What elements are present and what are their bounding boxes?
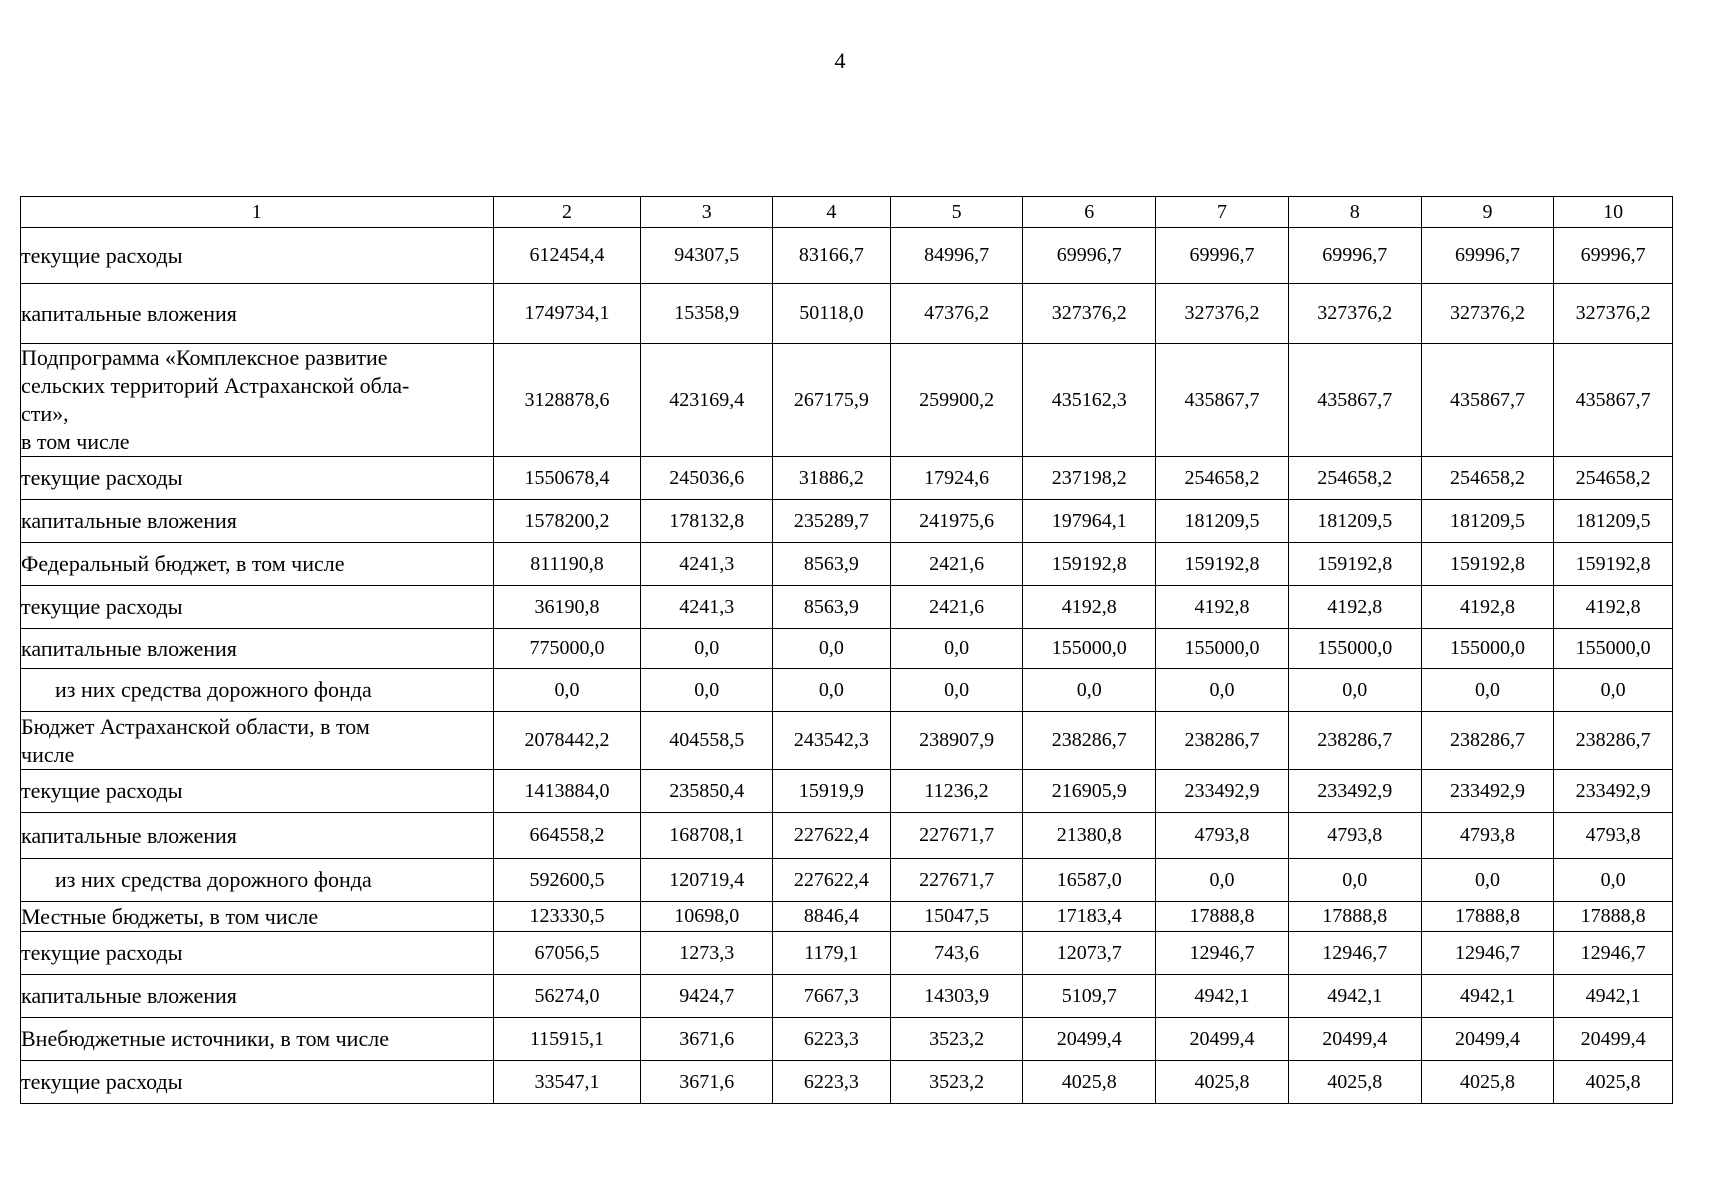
value-cell: 15047,5 [890,902,1023,932]
table-row [21,500,1673,543]
value-cell: 4025,8 [1023,1061,1156,1104]
table-row [21,543,1673,586]
value-cell: 238907,9 [890,712,1023,770]
value-cell: 0,0 [493,669,641,712]
value-cell: 241975,6 [890,500,1023,543]
value-cell: 1179,1 [773,932,891,975]
value-cell: 0,0 [641,629,773,669]
value-cell: 6223,3 [773,1061,891,1104]
value-cell: 7667,3 [773,975,891,1018]
value-cell: 233492,9 [1156,770,1289,813]
value-cell: 423169,4 [641,344,773,457]
value-cell: 227671,7 [890,859,1023,902]
value-cell: 8846,4 [773,902,891,932]
value-cell: 2421,6 [890,586,1023,629]
value-cell: 612454,4 [493,228,641,284]
column-header: 9 [1421,197,1554,228]
value-cell: 227671,7 [890,813,1023,859]
value-cell: 0,0 [1023,669,1156,712]
value-cell: 15919,9 [773,770,891,813]
value-cell: 6223,3 [773,1018,891,1061]
value-cell: 4192,8 [1288,586,1421,629]
value-cell: 4793,8 [1156,813,1289,859]
value-cell: 20499,4 [1156,1018,1289,1061]
value-cell: 94307,5 [641,228,773,284]
value-cell: 4942,1 [1421,975,1554,1018]
value-cell: 83166,7 [773,228,891,284]
value-cell: 238286,7 [1554,712,1673,770]
value-cell: 4241,3 [641,586,773,629]
value-cell: 159192,8 [1156,543,1289,586]
value-cell: 233492,9 [1421,770,1554,813]
value-cell: 1749734,1 [493,284,641,344]
value-cell: 4942,1 [1156,975,1289,1018]
table-row [21,457,1673,500]
value-cell: 0,0 [773,629,891,669]
value-cell: 3523,2 [890,1018,1023,1061]
value-cell: 197964,1 [1023,500,1156,543]
column-header: 1 [21,197,494,228]
row-label-line: в том числе [21,429,130,454]
value-cell: 181209,5 [1421,500,1554,543]
value-cell: 12946,7 [1156,932,1289,975]
value-cell: 4793,8 [1554,813,1673,859]
value-cell: 4192,8 [1554,586,1673,629]
value-cell: 235289,7 [773,500,891,543]
row-label-line: сельских территорий Астраханской обла- [21,373,410,398]
value-cell: 14303,9 [890,975,1023,1018]
value-cell: 435162,3 [1023,344,1156,457]
value-cell: 9424,7 [641,975,773,1018]
row-label: капитальные вложения [21,284,494,344]
row-label: Федеральный бюджет, в том числе [21,543,494,586]
row-label: из них средства дорожного фонда [21,669,494,712]
row-label: Внебюджетные источники, в том числе [21,1018,494,1061]
value-cell: 69996,7 [1421,228,1554,284]
value-cell: 0,0 [641,669,773,712]
value-cell: 233492,9 [1288,770,1421,813]
value-cell: 181209,5 [1288,500,1421,543]
value-cell: 159192,8 [1023,543,1156,586]
value-cell: 67056,5 [493,932,641,975]
value-cell: 4241,3 [641,543,773,586]
row-label: из них средства дорожного фонда [21,859,494,902]
value-cell: 10698,0 [641,902,773,932]
value-cell: 69996,7 [1554,228,1673,284]
value-cell: 238286,7 [1023,712,1156,770]
table-row [21,629,1673,669]
value-cell: 245036,6 [641,457,773,500]
value-cell: 775000,0 [493,629,641,669]
row-label: капитальные вложения [21,813,494,859]
row-label: капитальные вложения [21,975,494,1018]
value-cell: 4942,1 [1288,975,1421,1018]
value-cell: 50118,0 [773,284,891,344]
value-cell: 1413884,0 [493,770,641,813]
value-cell: 227622,4 [773,859,891,902]
value-cell: 0,0 [1156,669,1289,712]
value-cell: 69996,7 [1156,228,1289,284]
column-header: 10 [1554,197,1673,228]
value-cell: 233492,9 [1554,770,1673,813]
row-label: текущие расходы [21,932,494,975]
table-row [21,228,1673,284]
value-cell: 155000,0 [1023,629,1156,669]
value-cell: 159192,8 [1288,543,1421,586]
row-label: капитальные вложения [21,629,494,669]
value-cell: 254658,2 [1156,457,1289,500]
row-label [21,344,494,457]
value-cell: 12073,7 [1023,932,1156,975]
value-cell: 1273,3 [641,932,773,975]
value-cell: 216905,9 [1023,770,1156,813]
row-label: текущие расходы [21,457,494,500]
row-label: капитальные вложения [21,500,494,543]
table-row [21,344,1673,457]
value-cell: 592600,5 [493,859,641,902]
value-cell: 0,0 [773,669,891,712]
value-cell: 435867,7 [1156,344,1289,457]
value-cell: 178132,8 [641,500,773,543]
table-row [21,902,1673,932]
value-cell: 8563,9 [773,543,891,586]
value-cell: 327376,2 [1554,284,1673,344]
value-cell: 267175,9 [773,344,891,457]
row-label: текущие расходы [21,228,494,284]
value-cell: 254658,2 [1421,457,1554,500]
value-cell: 0,0 [1288,859,1421,902]
value-cell: 3523,2 [890,1061,1023,1104]
value-cell: 155000,0 [1156,629,1289,669]
value-cell: 4192,8 [1421,586,1554,629]
value-cell: 3128878,6 [493,344,641,457]
row-label [21,712,494,770]
table-row [21,770,1673,813]
value-cell: 84996,7 [890,228,1023,284]
row-label: текущие расходы [21,586,494,629]
value-cell: 123330,5 [493,902,641,932]
value-cell: 4793,8 [1288,813,1421,859]
value-cell: 0,0 [890,629,1023,669]
value-cell: 120719,4 [641,859,773,902]
table-row [21,813,1673,859]
value-cell: 0,0 [1421,669,1554,712]
row-label-line: Бюджет Астраханской области, в том [21,713,370,739]
value-cell: 181209,5 [1554,500,1673,543]
value-cell: 0,0 [1156,859,1289,902]
table-row [21,284,1673,344]
value-cell: 20499,4 [1288,1018,1421,1061]
value-cell: 327376,2 [1023,284,1156,344]
value-cell: 47376,2 [890,284,1023,344]
page-number: 4 [834,48,846,73]
value-cell: 435867,7 [1288,344,1421,457]
value-cell: 254658,2 [1554,457,1673,500]
value-cell: 20499,4 [1023,1018,1156,1061]
table-row [21,932,1673,975]
row-label-line: сти», [21,401,69,426]
value-cell: 3671,6 [641,1061,773,1104]
value-cell: 227622,4 [773,813,891,859]
value-cell: 4192,8 [1156,586,1289,629]
value-cell: 0,0 [1288,669,1421,712]
value-cell: 3671,6 [641,1018,773,1061]
value-cell: 12946,7 [1554,932,1673,975]
value-cell: 21380,8 [1023,813,1156,859]
value-cell: 1550678,4 [493,457,641,500]
column-header: 3 [641,197,773,228]
table-row [21,975,1673,1018]
value-cell: 12946,7 [1288,932,1421,975]
value-cell: 327376,2 [1421,284,1554,344]
value-cell: 17888,8 [1554,902,1673,932]
column-header: 2 [493,197,641,228]
column-header: 7 [1156,197,1289,228]
value-cell: 743,6 [890,932,1023,975]
row-label: Местные бюджеты, в том числе [21,902,494,932]
value-cell: 17888,8 [1288,902,1421,932]
table-row [21,669,1673,712]
value-cell: 159192,8 [1554,543,1673,586]
value-cell: 0,0 [1554,669,1673,712]
value-cell: 33547,1 [493,1061,641,1104]
value-cell: 17183,4 [1023,902,1156,932]
value-cell: 17888,8 [1156,902,1289,932]
value-cell: 181209,5 [1156,500,1289,543]
value-cell: 0,0 [1421,859,1554,902]
value-cell: 155000,0 [1421,629,1554,669]
value-cell: 69996,7 [1023,228,1156,284]
value-cell: 4025,8 [1554,1061,1673,1104]
value-cell: 8563,9 [773,586,891,629]
table-row [21,859,1673,902]
value-cell: 56274,0 [493,975,641,1018]
value-cell: 0,0 [1554,859,1673,902]
value-cell: 168708,1 [641,813,773,859]
value-cell: 20499,4 [1421,1018,1554,1061]
value-cell: 435867,7 [1421,344,1554,457]
value-cell: 4025,8 [1156,1061,1289,1104]
value-cell: 17924,6 [890,457,1023,500]
column-header: 8 [1288,197,1421,228]
value-cell: 237198,2 [1023,457,1156,500]
value-cell: 17888,8 [1421,902,1554,932]
value-cell: 155000,0 [1288,629,1421,669]
table-row [21,1018,1673,1061]
row-label: текущие расходы [21,770,494,813]
table-row [21,1061,1673,1104]
table-row [21,712,1673,770]
value-cell: 238286,7 [1156,712,1289,770]
value-cell: 5109,7 [1023,975,1156,1018]
value-cell: 16587,0 [1023,859,1156,902]
value-cell: 155000,0 [1554,629,1673,669]
value-cell: 115915,1 [493,1018,641,1061]
value-cell: 2078442,2 [493,712,641,770]
value-cell: 259900,2 [890,344,1023,457]
value-cell: 69996,7 [1288,228,1421,284]
budget-table [20,196,1673,1104]
column-header: 5 [890,197,1023,228]
value-cell: 1578200,2 [493,500,641,543]
value-cell: 238286,7 [1421,712,1554,770]
row-label: текущие расходы [21,1061,494,1104]
value-cell: 327376,2 [1156,284,1289,344]
value-cell: 327376,2 [1288,284,1421,344]
value-cell: 11236,2 [890,770,1023,813]
value-cell: 404558,5 [641,712,773,770]
value-cell: 159192,8 [1421,543,1554,586]
value-cell: 0,0 [890,669,1023,712]
value-cell: 811190,8 [493,543,641,586]
value-cell: 4025,8 [1288,1061,1421,1104]
value-cell: 2421,6 [890,543,1023,586]
value-cell: 254658,2 [1288,457,1421,500]
value-cell: 4793,8 [1421,813,1554,859]
column-number-row [21,197,1673,228]
value-cell: 238286,7 [1288,712,1421,770]
column-header: 6 [1023,197,1156,228]
row-label-line: Подпрограмма «Комплексное развитие [21,345,388,370]
value-cell: 435867,7 [1554,344,1673,457]
value-cell: 4025,8 [1421,1061,1554,1104]
column-header: 4 [773,197,891,228]
value-cell: 20499,4 [1554,1018,1673,1061]
table-row [21,586,1673,629]
value-cell: 12946,7 [1421,932,1554,975]
value-cell: 243542,3 [773,712,891,770]
value-cell: 4942,1 [1554,975,1673,1018]
value-cell: 664558,2 [493,813,641,859]
value-cell: 36190,8 [493,586,641,629]
table-body [21,228,1673,1104]
value-cell: 31886,2 [773,457,891,500]
value-cell: 15358,9 [641,284,773,344]
value-cell: 4192,8 [1023,586,1156,629]
row-label-line: числе [21,741,75,767]
value-cell: 235850,4 [641,770,773,813]
